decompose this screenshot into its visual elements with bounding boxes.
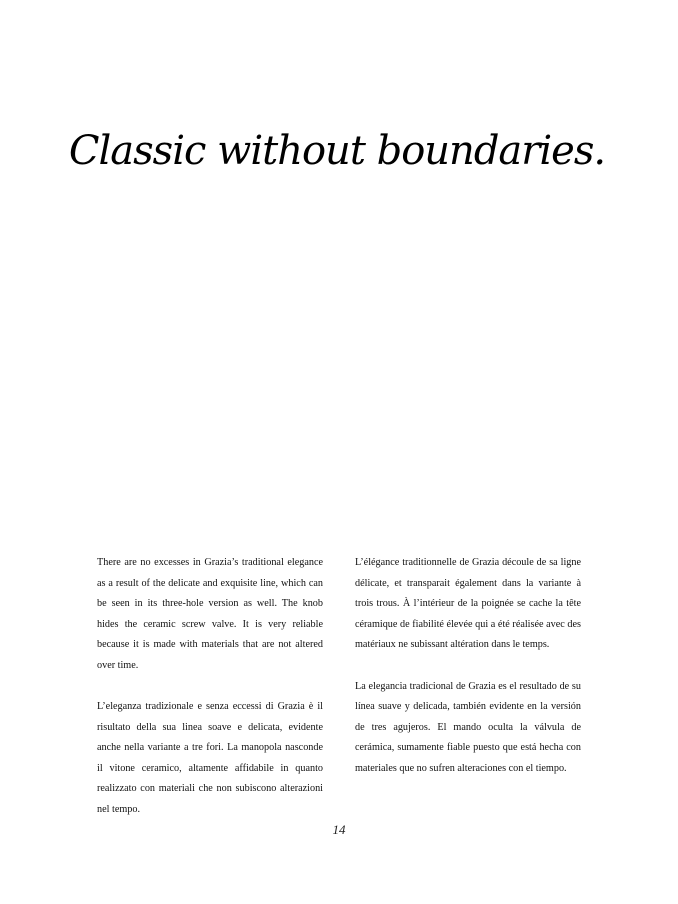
paragraph-spanish: La elegancia tradicional de Grazia es el resultado de su línea suave y delicada, también evidente en la versión de tres agujeros. El mando oculta la válvula de cerámica, sumamente fiable puesto que está hecha con materiales que no sufren alteraciones con el tiempo. bbox=[355, 680, 581, 774]
page-number: 14 bbox=[332, 822, 346, 837]
headline: Classic without boundaries. bbox=[68, 128, 606, 174]
paragraph-italian: L’eleganza tradizionale e senza eccessi di Grazia è il risultato della sua linea soave e delicata, evidente anche nella variante a tre fori. La manopola nasconde il vitone ceramico, altamente affidabile in quanto realizzato con materiali che non subiscono alterazioni nel tempo. bbox=[97, 701, 323, 815]
paragraph-english: There are no excesses in Grazia’s traditional elegance as a result of the delicate and exquisite line, which can be seen in its three-hole version as well. The knob hides the ceramic screw valve. It is very reliable because it is made with materials that are not altered over time. bbox=[97, 557, 323, 671]
text-column-right bbox=[355, 553, 581, 800]
text-column-left bbox=[97, 553, 323, 841]
paragraph-french: L’élégance traditionnelle de Grazia découle de sa ligne délicate, et transparait également dans la variante à trois trous. À l’intérieur de la poignée se cache la tête céramique de fiabilité élevée qui a été réalisée avec des matériaux ne subissant altération dans le temps. bbox=[355, 557, 581, 650]
